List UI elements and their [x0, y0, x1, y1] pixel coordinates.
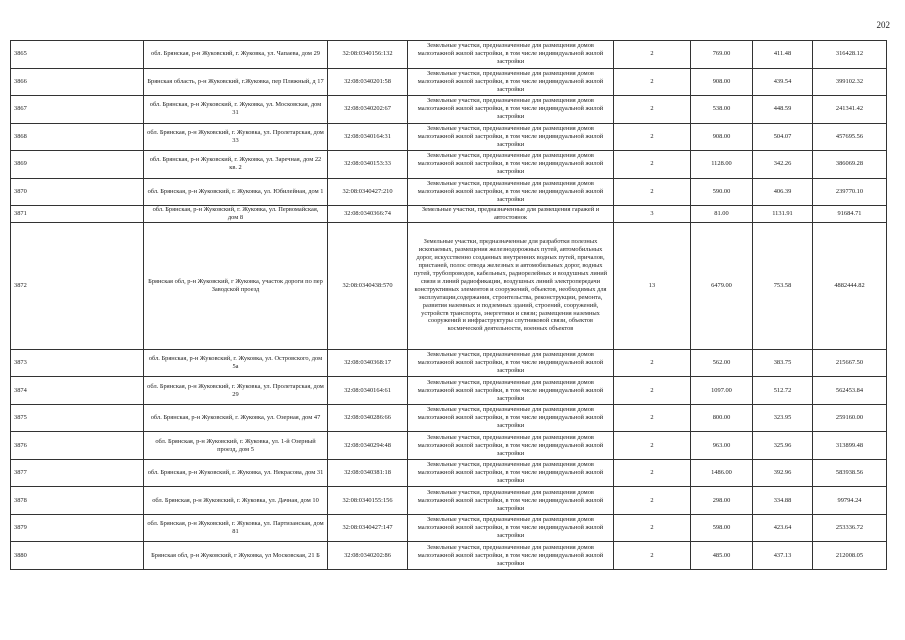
specific-value-cell: 334.88 — [753, 487, 813, 515]
address-cell: обл. Брянская, р-н Жуковский, г. Жуковка, ул. 1-й Озерный проезд, дом 5 — [144, 432, 328, 460]
cadastral-value-cell: 386069.28 — [813, 151, 887, 179]
cadastral-value-cell: 215667.50 — [813, 349, 887, 377]
group-cell: 13 — [614, 222, 691, 349]
row-number: 3867 — [11, 96, 144, 124]
area-cell: 81.00 — [691, 206, 753, 223]
specific-value-cell: 323.95 — [753, 404, 813, 432]
address-cell: обл. Брянская, р-н Жуковский, г. Жуковка, ул. Пролетарская, дом 29 — [144, 377, 328, 405]
group-cell: 2 — [614, 349, 691, 377]
address-cell: обл. Брянская, р-н Жуковский, г. Жуковка, ул. Первомайская, дом 8 — [144, 206, 328, 223]
cadastral-value-cell: 316428.12 — [813, 41, 887, 69]
area-cell: 485.00 — [691, 542, 753, 570]
address-cell: обл. Брянская, р-н Жуковский, г. Жуковка, ул. Юбилейная, дом 1 — [144, 178, 328, 206]
group-cell: 2 — [614, 178, 691, 206]
table-row — [11, 151, 887, 179]
land-use-cell: Земельные участки, предназначенные для размещения домов малоэтажной жилой застройки, в том числе индивидуальной жилой застройки — [408, 349, 614, 377]
group-cell: 2 — [614, 487, 691, 515]
cadastral-value-cell: 313899.48 — [813, 432, 887, 460]
group-cell: 2 — [614, 41, 691, 69]
cadastral-value-cell: 253336.72 — [813, 514, 887, 542]
address-cell: обл. Брянская, р-н Жуковский, г. Жуковка, ул. Московская, дом 31 — [144, 96, 328, 124]
table-row — [11, 206, 887, 223]
land-use-cell: Земельные участки, предназначенные для размещения домов малоэтажной жилой застройки, в том числе индивидуальной жилой застройки — [408, 41, 614, 69]
row-number: 3876 — [11, 432, 144, 460]
cadastral-number-cell: 32:08:0340164:31 — [328, 123, 408, 151]
table-row — [11, 349, 887, 377]
table-row — [11, 178, 887, 206]
cadastral-number-cell: 32:08:0340202:86 — [328, 542, 408, 570]
table-row — [11, 377, 887, 405]
specific-value-cell: 383.75 — [753, 349, 813, 377]
land-use-cell: Земельные участки, предназначенные для размещения домов малоэтажной жилой застройки, в том числе индивидуальной жилой застройки — [408, 514, 614, 542]
land-use-cell: Земельные участки, предназначенные для размещения домов малоэтажной жилой застройки, в том числе индивидуальной жилой застройки — [408, 487, 614, 515]
area-cell: 963.00 — [691, 432, 753, 460]
land-use-cell: Земельные участки, предназначенные для размещения домов малоэтажной жилой застройки, в том числе индивидуальной жилой застройки — [408, 68, 614, 96]
cadastral-number-cell: 32:08:0340286:66 — [328, 404, 408, 432]
land-use-cell: Земельные участки, предназначенные для разработки полезных ископаемых, размещения железнодорожных путей, автомобильных дорог, искусственно созданных внутренних водных путей, причалов, пристаней, полос отвода железных и автомобильных дорог, водных путей, трубопроводов, кабельных, радиорелейных и воздушных линий связи и линий радиофикации, воздушных линий электропередачи конструктивных элементов и сооружений, объектов, необходимых для эксплуатации,содержания, строительства, реконструкции, ремонта, развития наземных и подземных зданий, строений, сооружений, устройств транспорта, энергетики и связи; размещения наземных сооружений и инфраструктуры спутниковой связи, объектов космической деятельности, военных объектов — [408, 222, 614, 349]
row-number: 3875 — [11, 404, 144, 432]
table-row — [11, 123, 887, 151]
address-cell: обл. Брянская, р-н Жуковский, г. Жуковка, ул. Некрасова, дом 31 — [144, 459, 328, 487]
group-cell: 2 — [614, 151, 691, 179]
area-cell: 1486.00 — [691, 459, 753, 487]
group-cell: 2 — [614, 96, 691, 124]
cadastral-value-cell: 562453.84 — [813, 377, 887, 405]
cadastral-number-cell: 32:08:0340366:74 — [328, 206, 408, 223]
group-cell: 2 — [614, 514, 691, 542]
cadastral-value-cell: 457695.56 — [813, 123, 887, 151]
specific-value-cell: 1131.91 — [753, 206, 813, 223]
specific-value-cell: 437.13 — [753, 542, 813, 570]
land-use-cell: Земельные участки, предназначенные для размещения домов малоэтажной жилой застройки, в том числе индивидуальной жилой застройки — [408, 542, 614, 570]
land-use-cell: Земельные участки, предназначенные для размещения домов малоэтажной жилой застройки, в том числе индивидуальной жилой застройки — [408, 123, 614, 151]
land-use-cell: Земельные участки, предназначенные для размещения домов малоэтажной жилой застройки, в том числе индивидуальной жилой застройки — [408, 377, 614, 405]
cadastral-number-cell: 32:08:0340427:210 — [328, 178, 408, 206]
cadastral-value-cell: 91684.71 — [813, 206, 887, 223]
table-row — [11, 542, 887, 570]
cadastral-value-cell: 241341.42 — [813, 96, 887, 124]
table-row — [11, 96, 887, 124]
specific-value-cell: 439.54 — [753, 68, 813, 96]
table-row — [11, 487, 887, 515]
address-cell: обл. Брянская, р-н Жуковский, г. Жуковка, ул. Партизанская, дом 81 — [144, 514, 328, 542]
specific-value-cell: 753.58 — [753, 222, 813, 349]
cadastral-value-cell: 212008.05 — [813, 542, 887, 570]
table-row — [11, 68, 887, 96]
area-cell: 6479.00 — [691, 222, 753, 349]
cadastral-value-table — [10, 40, 887, 570]
address-cell: обл. Брянская, р-н Жуковский, г. Жуковка, ул. Заречная, дом 22 кв. 2 — [144, 151, 328, 179]
row-number: 3880 — [11, 542, 144, 570]
specific-value-cell: 448.59 — [753, 96, 813, 124]
specific-value-cell: 423.64 — [753, 514, 813, 542]
row-number: 3865 — [11, 41, 144, 69]
land-use-cell: Земельные участки, предназначенные для размещения домов малоэтажной жилой застройки, в том числе индивидуальной жилой застройки — [408, 96, 614, 124]
cadastral-value-cell: 399102.32 — [813, 68, 887, 96]
cadastral-number-cell: 32:08:0340368:17 — [328, 349, 408, 377]
group-cell: 2 — [614, 123, 691, 151]
land-use-cell: Земельные участки, предназначенные для размещения домов малоэтажной жилой застройки, в том числе индивидуальной жилой застройки — [408, 432, 614, 460]
cadastral-number-cell: 32:08:0340202:67 — [328, 96, 408, 124]
address-cell: обл. Брянская, р-н Жуковский, г. Жуковка, ул. Дачная, дом 10 — [144, 487, 328, 515]
specific-value-cell: 512.72 — [753, 377, 813, 405]
cadastral-number-cell: 32:08:0340153:33 — [328, 151, 408, 179]
row-number: 3869 — [11, 151, 144, 179]
address-cell: обл. Брянская, р-н Жуковский, г. Жуковка, ул. Озерная, дом 47 — [144, 404, 328, 432]
specific-value-cell: 342.26 — [753, 151, 813, 179]
cadastral-value-cell: 239770.10 — [813, 178, 887, 206]
cadastral-number-cell: 32:08:0340155:156 — [328, 487, 408, 515]
address-cell: Брянская обл, р-н Жуковский, г Жуковка, ул Московская, 21 Б — [144, 542, 328, 570]
cadastral-number-cell: 32:08:0340427:147 — [328, 514, 408, 542]
group-cell: 2 — [614, 377, 691, 405]
row-number: 3877 — [11, 459, 144, 487]
land-use-cell: Земельные участки, предназначенные для размещения домов малоэтажной жилой застройки, в том числе индивидуальной жилой застройки — [408, 404, 614, 432]
group-cell: 2 — [614, 459, 691, 487]
cadastral-value-cell: 4882444.82 — [813, 222, 887, 349]
cadastral-number-cell: 32:08:0340438:570 — [328, 222, 408, 349]
row-number: 3874 — [11, 377, 144, 405]
table-row — [11, 41, 887, 69]
address-cell: обл. Брянская, р-н Жуковский, г. Жуковка, ул. Чапаева, дом 29 — [144, 41, 328, 69]
land-use-cell: Земельные участки, предназначенные для размещения гаражей и автостоянок — [408, 206, 614, 223]
cadastral-number-cell: 32:08:0340164:61 — [328, 377, 408, 405]
row-number: 3879 — [11, 514, 144, 542]
group-cell: 2 — [614, 68, 691, 96]
row-number: 3870 — [11, 178, 144, 206]
land-use-cell: Земельные участки, предназначенные для размещения домов малоэтажной жилой застройки, в том числе индивидуальной жилой застройки — [408, 178, 614, 206]
area-cell: 908.00 — [691, 68, 753, 96]
area-cell: 908.00 — [691, 123, 753, 151]
table-row — [11, 222, 887, 349]
specific-value-cell: 411.48 — [753, 41, 813, 69]
cadastral-number-cell: 32:08:0340156:132 — [328, 41, 408, 69]
row-number: 3868 — [11, 123, 144, 151]
area-cell: 1097.00 — [691, 377, 753, 405]
address-cell: Брянская обл, р-н Жуковский, г Жуковка, участок дороги по пер Заводской проезд — [144, 222, 328, 349]
area-cell: 598.00 — [691, 514, 753, 542]
land-use-cell: Земельные участки, предназначенные для размещения домов малоэтажной жилой застройки, в том числе индивидуальной жилой застройки — [408, 459, 614, 487]
group-cell: 3 — [614, 206, 691, 223]
row-number: 3873 — [11, 349, 144, 377]
group-cell: 2 — [614, 432, 691, 460]
area-cell: 298.00 — [691, 487, 753, 515]
table-row — [11, 404, 887, 432]
specific-value-cell: 504.07 — [753, 123, 813, 151]
group-cell: 2 — [614, 542, 691, 570]
area-cell: 590.00 — [691, 178, 753, 206]
cadastral-value-cell: 99794.24 — [813, 487, 887, 515]
group-cell: 2 — [614, 404, 691, 432]
row-number: 3866 — [11, 68, 144, 96]
land-use-cell: Земельные участки, предназначенные для размещения домов малоэтажной жилой застройки, в том числе индивидуальной жилой застройки — [408, 151, 614, 179]
specific-value-cell: 406.39 — [753, 178, 813, 206]
address-cell: обл. Брянская, р-н Жуковский, г. Жуковка, ул. Пролетарская, дом 33 — [144, 123, 328, 151]
cadastral-number-cell: 32:08:0340201:58 — [328, 68, 408, 96]
specific-value-cell: 392.96 — [753, 459, 813, 487]
specific-value-cell: 325.96 — [753, 432, 813, 460]
table-row — [11, 459, 887, 487]
table-row — [11, 432, 887, 460]
area-cell: 769.00 — [691, 41, 753, 69]
area-cell: 562.00 — [691, 349, 753, 377]
area-cell: 538.00 — [691, 96, 753, 124]
cadastral-number-cell: 32:08:0340294:48 — [328, 432, 408, 460]
area-cell: 1128.00 — [691, 151, 753, 179]
row-number: 3878 — [11, 487, 144, 515]
row-number: 3872 — [11, 222, 144, 349]
page-number: 202 — [876, 20, 890, 30]
cadastral-number-cell: 32:08:0340381:18 — [328, 459, 408, 487]
address-cell: обл. Брянская, р-н Жуковский, г. Жуковка, ул. Островского, дом 5а — [144, 349, 328, 377]
table-row — [11, 514, 887, 542]
table-body — [11, 41, 887, 570]
area-cell: 800.00 — [691, 404, 753, 432]
row-number: 3871 — [11, 206, 144, 223]
address-cell: Брянская область, р-н Жуковский, г.Жуковка, пер Пляжный, д 17 — [144, 68, 328, 96]
cadastral-value-cell: 583938.56 — [813, 459, 887, 487]
cadastral-value-cell: 259160.00 — [813, 404, 887, 432]
